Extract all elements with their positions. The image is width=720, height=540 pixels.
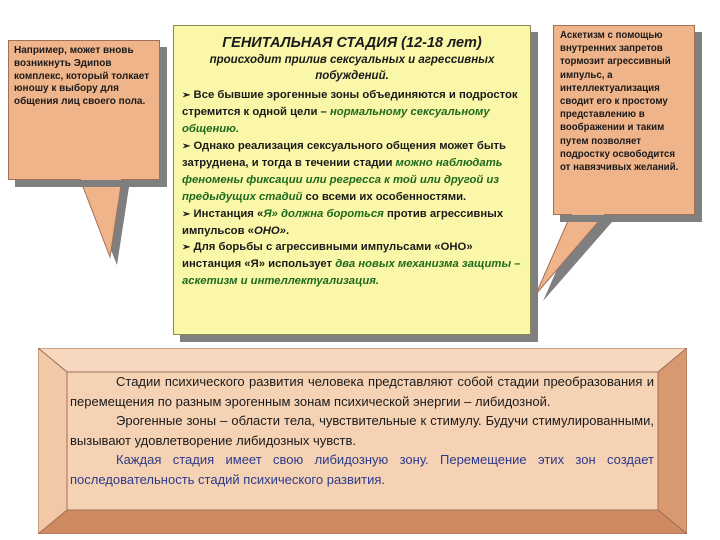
arrow-bullet-icon: ➢ xyxy=(182,90,191,102)
arrow-bullet-icon: ➢ xyxy=(182,208,191,220)
bullet-2-text: Однако реализация сексуального общения может быть затруднена, и тогда в течении стадии xyxy=(182,139,506,169)
bottom-paragraph: Каждая стадия имеет свою либидозную зону. Перемещение этих зон создает последовательность стадий психического развития. xyxy=(70,452,654,487)
center-title: ГЕНИТАЛЬНАЯ СТАДИЯ (12-18 лет) xyxy=(222,35,482,51)
arrow-bullet-icon: ➢ xyxy=(182,242,191,254)
bullet-3-end: . xyxy=(285,224,290,237)
right-callout xyxy=(553,25,695,215)
left-callout-text: Например, может вновь возникнуть Эдипов комплекс, который толкает юношу к выбору для общения лиц своего пола. xyxy=(14,45,150,108)
bottom-text-block xyxy=(70,372,654,520)
bullet-1-text: Все бывшие эрогенные зоны объединяются и подросток стремится к одной цели – xyxy=(182,89,518,118)
bullet-3-text: Инстанция « xyxy=(193,207,264,220)
bullet-2-tail: со всеми их особенностями. xyxy=(302,190,467,203)
bottom-paragraph: Стадии психического развития человека представляют собой стадии преобразования и перемещения по разным эрогенным зонам психической энергии – либидозной. xyxy=(70,374,654,409)
right-callout-text: Аскетизм с помощью внутренних запретов тормозит агрессивный импульс, а интеллектуализация сводит его к простому представлению в воображении и таким путем позволяет подростку освободится от навязчивых желаний. xyxy=(560,30,679,173)
bullet-2-emphasis: можно наблюдать феномены фиксации или регресса к той или другой из предыдущих стадий xyxy=(182,156,503,203)
bullet-4-text: Для борьбы с агрессивными импульсами «ОНО» инстанция «Я» использует xyxy=(182,241,473,271)
bullet-3-mid: против агрессивных импульсов « xyxy=(182,207,504,237)
arrow-bullet-icon: ➢ xyxy=(182,140,191,152)
bullet-4-emphasis: два новых механизма защиты – аскетизм и интеллектуализация. xyxy=(182,258,521,288)
bullet-3-emphasis: Я» должна бороться xyxy=(263,207,384,220)
bullet-3-oho: ОНО» xyxy=(253,224,286,237)
bullet-1-emphasis: нормальному сексуальному общению. xyxy=(182,105,490,135)
bottom-paragraph: Эрогенные зоны – области тела, чувствительные к стимулу. Будучи стимулированными, вызывают удовлетворение либидозных чувств. xyxy=(70,413,654,448)
center-subtitle: происходит прилив сексуальных и агрессивных побуждений. xyxy=(209,54,495,82)
